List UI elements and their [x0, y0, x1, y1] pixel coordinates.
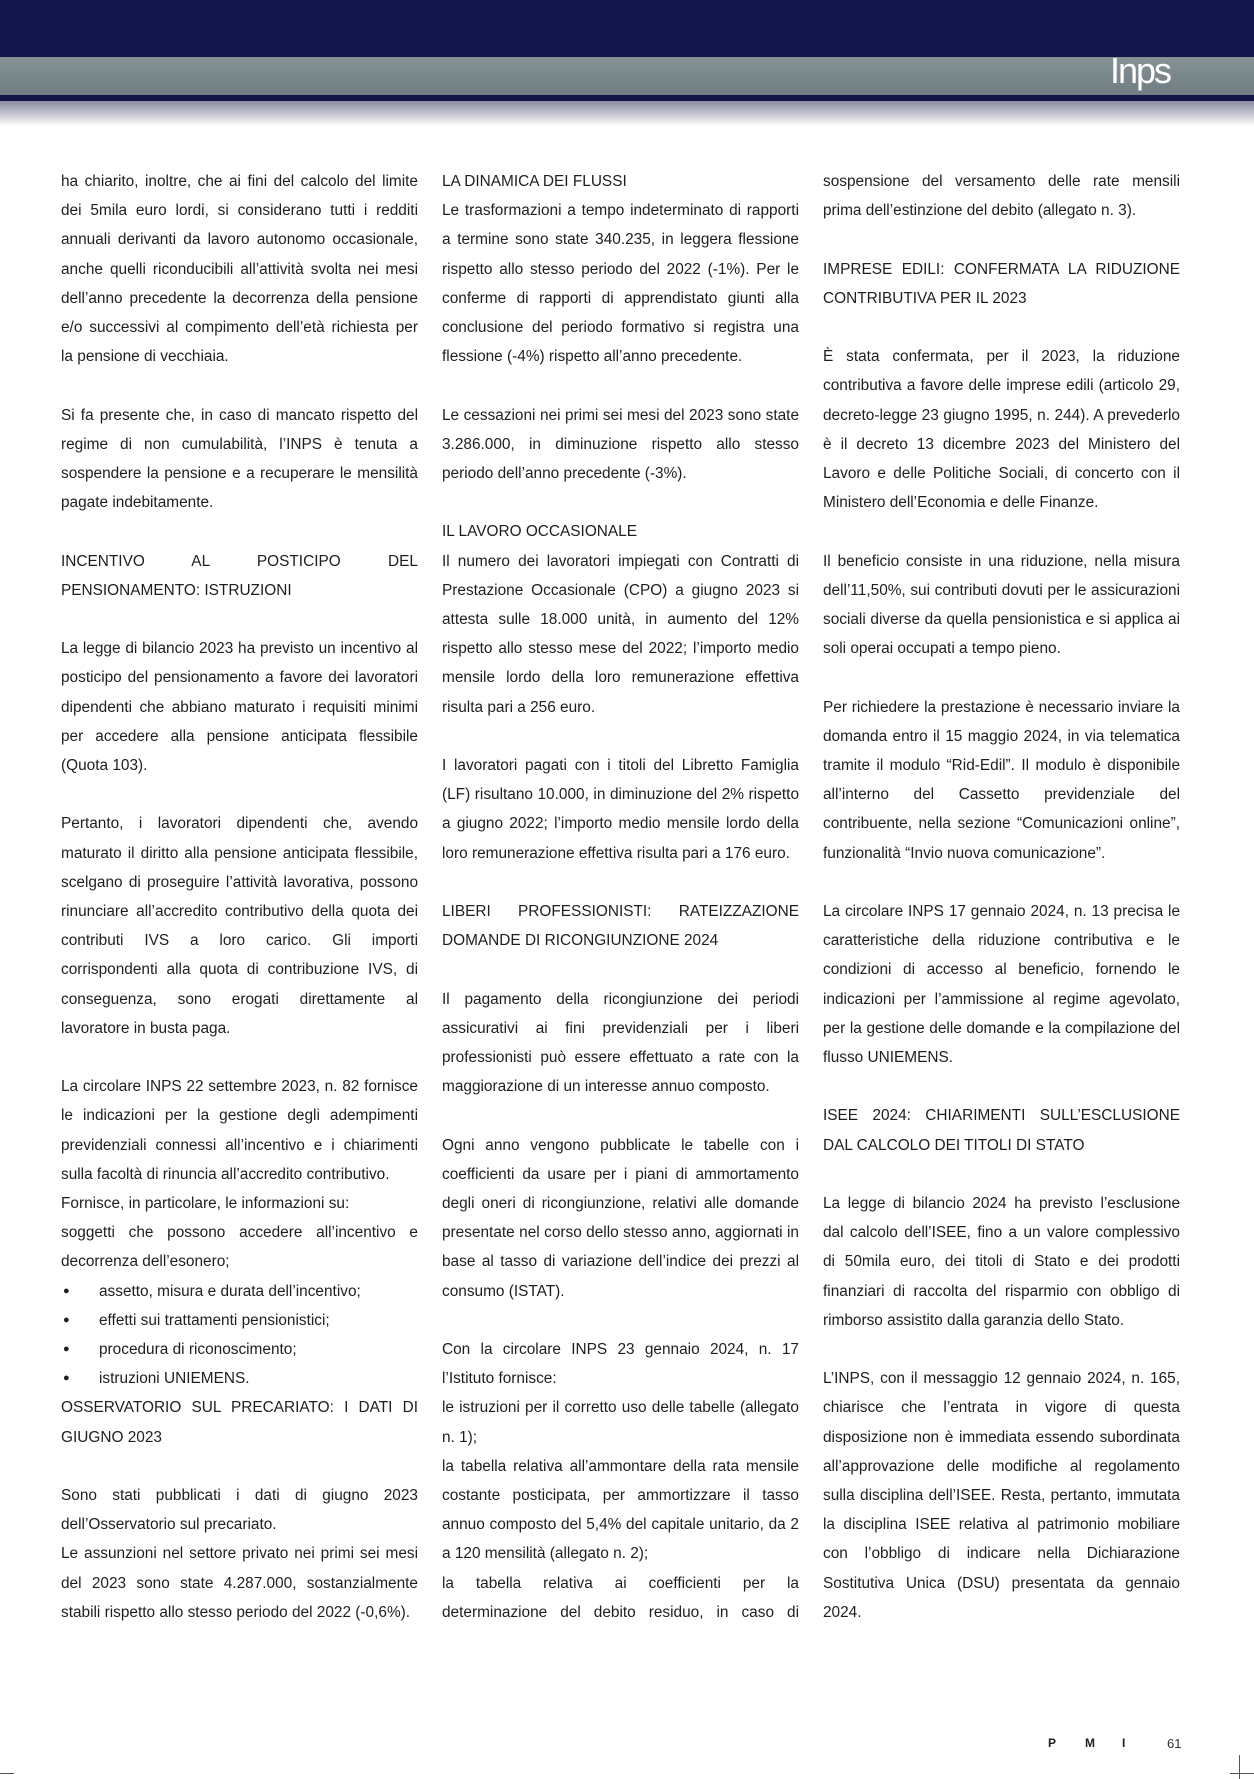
crop-mark [0, 1773, 14, 1774]
section-heading: OSSERVATORIO SUL PRECARIATO: I DATI DI GIUGNO 2023 [61, 1399, 418, 1446]
paragraph: È stata confermata, per il 2023, la riduzione contributiva a favore delle imprese edili (articolo 29, decreto-legge 23 giugno 1995, n. 244). A prevederlo è il decreto 13 dicembre 2023 del Ministero del Lavoro e delle Politiche Sociali, di concerto con il Ministero dell’Economia e delle Finanze. [823, 348, 1180, 512]
paragraph-spacer [442, 371, 799, 400]
header-fade [0, 101, 1254, 126]
paragraph-spacer [61, 371, 418, 400]
paragraph-spacer [442, 488, 799, 517]
paragraph: sospensione del versamento delle rate mensili prima dell’estinzione del debito (allegato n. 3). [823, 173, 1180, 220]
paragraph-spacer [61, 1452, 418, 1481]
paragraph-spacer [61, 517, 418, 546]
paragraph-spacer [823, 1160, 1180, 1189]
paragraph: Si fa presente che, in caso di mancato rispetto del regime di non cumulabilità, l’INPS è tenuta a sospendere la pensione e a recuperare le mensilità pagate indebitamente. [61, 406, 418, 512]
text-column-1 [61, 167, 418, 1627]
paragraph-spacer [823, 868, 1180, 897]
paragraph: la tabella relativa ai coefficienti per la determinazione del debito residuo, in caso di [442, 1574, 799, 1621]
paragraph: Le cessazioni nei primi sei mesi del 2023 sono state 3.286.000, in diminuzione rispetto allo stesso periodo dell’anno precedente (-3%). [442, 406, 799, 483]
paragraph-spacer [823, 1335, 1180, 1364]
paragraph-spacer [61, 780, 418, 809]
header-navy-band [0, 0, 1254, 57]
paragraph: Il numero dei lavoratori impiegati con Contratti di Prestazione Occasionale (CPO) a giugno 2023 si attesta sulle 18.000 unità, in aumento del 12% rispetto allo stesso mese del 2022; l’importo medio mensile lordo della loro remunerazione effettiva risulta pari a 256 euro. [442, 552, 799, 716]
paragraph: L’INPS, con il messaggio 12 gennaio 2024, n. 165, chiarisce che l’entrata in vigore di questa disposizione non è immediata essendo subordinata all’approvazione delle modifiche al regolamento sulla disciplina dell’ISEE. Resta, pertanto, immutata la disciplina ISEE relativa al patrimonio mobiliare con l’obbligo di indicare nella Dichiarazione Sostitutiva Unica (DSU) presentata da gennaio 2024. [823, 1370, 1180, 1621]
paragraph-spacer [442, 1101, 799, 1130]
paragraph-spacer [823, 313, 1180, 342]
paragraph-spacer [823, 663, 1180, 692]
paragraph: La circolare INPS 22 settembre 2023, n. 82 fornisce le indicazioni per la gestione degli adempimenti previdenziali connessi all’incentivo e i chiarimenti sulla facoltà di rinuncia all’accredito contributivo. [61, 1078, 418, 1183]
paragraph: Per richiedere la prestazione è necessario inviare la domanda entro il 15 maggio 2024, in via telematica tramite il modulo “Rid-Edil”. Il modulo è disponibile all’interno del Cassetto previdenziale del contribuente, nella sezione “Comunicazioni online”, funzionalità “Invio nuova comunicazione”. [823, 698, 1180, 862]
paragraph: La circolare INPS 17 gennaio 2024, n. 13 precisa le caratteristiche della riduzione contributiva e le condizioni di accesso al beneficio, fornendo le indicazioni per l’ammissione al regime agevolato, per la gestione delle domande e la compilazione del flusso UNIEMENS. [823, 903, 1180, 1067]
footer-letter: M [1085, 1736, 1095, 1750]
text-column-2 [442, 167, 799, 1627]
section-heading: IL LAVORO OCCASIONALE [442, 523, 638, 541]
header-gray-band [0, 57, 1254, 95]
list-item: ● procedura di riconoscimento; [61, 1335, 418, 1364]
list-item: ● istruzioni UNIEMENS. [61, 1364, 418, 1393]
footer-letter: I [1122, 1736, 1126, 1750]
paragraph: Ogni anno vengono pubblicate le tabelle con i coefficienti da usare per i piani di ammortamento degli oneri di ricongiunzione, relativi alle domande presentate nel corso dello stesso anno, aggiornati in base al tasso di variazione dell’indice dei prezzi al consumo (ISTAT). [442, 1136, 799, 1300]
paragraph: Pertanto, i lavoratori dipendenti che, avendo maturato il diritto alla pensione anticipata flessibile, scelgano di proseguire l’attività lavorativa, possono rinunciare all’accredito contributivo della quota dei contributi IVS a loro carico. Gli importi corrispondenti alla quota di contribuzione IVS, di conseguenza, sono erogati direttamente al lavoratore in busta paga. [61, 815, 418, 1037]
paragraph: Le assunzioni nel settore privato nei primi sei mesi del 2023 sono state 4.287.000, sostanzialmente stabili rispetto allo stesso periodo del 2022 (-0,6%). [61, 1545, 418, 1621]
paragraph-spacer [823, 517, 1180, 546]
paragraph: la tabella relativa all’ammontare della rata mensile costante posticipata, per ammortizzare il tasso annuo composto del 5,4% del capitale unitario, da 2 a 120 mensilità (allegato n. 2); [442, 1457, 799, 1563]
paragraph: Il beneficio consiste in una riduzione, nella misura dell’11,50%, sui contributi dovuti per le assicurazioni sociali diverse da quella pensionistica e si applica ai soli operai occupati a tempo pieno. [823, 552, 1180, 658]
text-column-3 [823, 167, 1180, 1627]
section-heading: ISEE 2024: CHIARIMENTI SULL’ESCLUSIONE DAL CALCOLO DEI TITOLI DI STATO [823, 1107, 1180, 1154]
page-number: 61 [1167, 1736, 1182, 1751]
section-heading: INCENTIVO AL POSTICIPO DEL PENSIONAMENTO: ISTRUZIONI [61, 552, 418, 599]
page-header [0, 0, 1254, 126]
paragraph-spacer [823, 1072, 1180, 1101]
paragraph: Con la circolare INPS 23 gennaio 2024, n. 17 l’Istituto fornisce: [442, 1341, 799, 1388]
paragraph: Il pagamento della ricongiunzione dei periodi assicurativi ai fini previdenziali per i liberi professionisti può essere effettuato a rate con la maggiorazione di un interesse annuo composto. [442, 990, 799, 1096]
footer-letter: P [1048, 1736, 1057, 1750]
paragraph: I lavoratori pagati con i titoli del Libretto Famiglia (LF) risultano 10.000, in diminuzione del 2% rispetto a giugno 2022; l’importo medio mensile lordo della loro remunerazione effettiva risulta pari a 176 euro. [442, 757, 799, 862]
paragraph-spacer [442, 955, 799, 984]
inps-logo: Inps [1109, 50, 1170, 91]
paragraph-spacer [442, 868, 799, 897]
section-heading: LA DINAMICA DEI FLUSSI [442, 173, 627, 190]
paragraph: soggetti che possono accedere all’incentivo e decorrenza dell’esonero; [61, 1224, 418, 1271]
section-heading: IMPRESE EDILI: CONFERMATA LA RIDUZIONE CONTRIBUTIVA PER IL 2023 [823, 260, 1180, 307]
paragraph: La legge di bilancio 2023 ha previsto un incentivo al posticipo del pensionamento a favore dei lavoratori dipendenti che abbiano maturato i requisiti minimi per accedere alla pensione anticipata flessibile (Quota 103). [61, 640, 418, 775]
footer-brand [1048, 1736, 1159, 1750]
bullet-list [61, 1277, 418, 1394]
paragraph: Fornisce, in particolare, le informazioni su: [61, 1195, 350, 1213]
paragraph: ha chiarito, inoltre, che ai fini del calcolo del limite dei 5mila euro lordi, si considerano tutti i redditi annuali derivanti da lavoro autonomo occasionale, anche quelli riconducibili all’attività svolta nei mesi dell’anno precedente la decorrenza della pensione e/o successivi al compimento dell’età richiesta per la pensione di vecchiaia. [61, 173, 418, 366]
paragraph-spacer [823, 225, 1180, 254]
paragraph: Sono stati pubblicati i dati di giugno 2023 dell’Osservatorio sul precariato. [61, 1487, 418, 1534]
paragraph-spacer [61, 1043, 418, 1072]
crop-mark [1230, 1773, 1254, 1774]
paragraph-spacer [442, 722, 799, 751]
paragraph-spacer [442, 1306, 799, 1335]
section-heading: LIBERI PROFESSIONISTI: RATEIZZAZIONE DOMANDE DI RICONGIUNZIONE 2024 [442, 903, 799, 950]
paragraph: Le trasformazioni a tempo indeterminato di rapporti a termine sono state 340.235, in leggera flessione rispetto allo stesso periodo del 2022 (-1%). Per le conferme di rapporti di apprendistato giunti alla conclusione del periodo formativo si registra una flessione (-4%) rispetto all’anno precedente. [442, 202, 799, 366]
paragraph: La legge di bilancio 2024 ha previsto l’esclusione dal calcolo dell’ISEE, fino a un valore complessivo di 50mila euro, dei titoli di Stato e dei prodotti finanziari di raccolta del risparmio con obbligo di rimborso assistito dalla garanzia dello Stato. [823, 1195, 1180, 1329]
list-item: ● assetto, misura e durata dell’incentivo; [61, 1277, 418, 1306]
paragraph: le istruzioni per il corretto uso delle tabelle (allegato n. 1); [442, 1399, 799, 1446]
paragraph-spacer [61, 605, 418, 634]
list-item: ● effetti sui trattamenti pensionistici; [61, 1306, 418, 1335]
crop-mark [1239, 1755, 1240, 1779]
